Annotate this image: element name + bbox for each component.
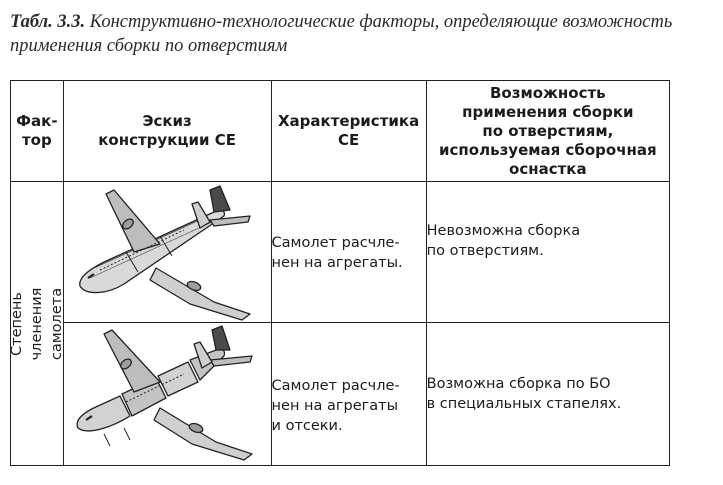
- table-caption: [10, 10, 710, 58]
- factor-label: Степень членения самолета: [8, 287, 65, 360]
- factors-table: [10, 80, 670, 466]
- characteristic-cell: Самолет расчле- нен на агрегаты.: [271, 182, 426, 323]
- airplane-split-into-units-icon: [64, 182, 264, 322]
- table-row: [11, 323, 670, 466]
- possibility-cell: Невозможна сборка по отверстиям.: [426, 182, 669, 323]
- header-factor: Фак- тор: [11, 81, 64, 182]
- header-possibility: Возможность применения сборки по отверстиям, используемая сборочная оснастка: [426, 81, 669, 182]
- header-sketch: Эскиз конструкции СЕ: [63, 81, 271, 182]
- airplane-split-into-units-and-sections-icon: [64, 324, 264, 465]
- header-row: [11, 81, 670, 182]
- caption-label: Табл. 3.3.: [10, 12, 86, 32]
- sketch-cell: [63, 323, 271, 466]
- factor-cell: [8, 182, 65, 466]
- table-row: [11, 182, 670, 323]
- header-characteristic: Характеристика СЕ: [271, 81, 426, 182]
- caption-text: Конструктивно-технологические факторы, определяющие возможность применения сборки по отверстиям: [10, 12, 673, 56]
- characteristic-cell: Самолет расчле- нен на агрегаты и отсеки.: [271, 323, 426, 466]
- possibility-cell: Возможна сборка по БО в специальных стапелях.: [426, 323, 669, 466]
- sketch-cell: [63, 182, 271, 323]
